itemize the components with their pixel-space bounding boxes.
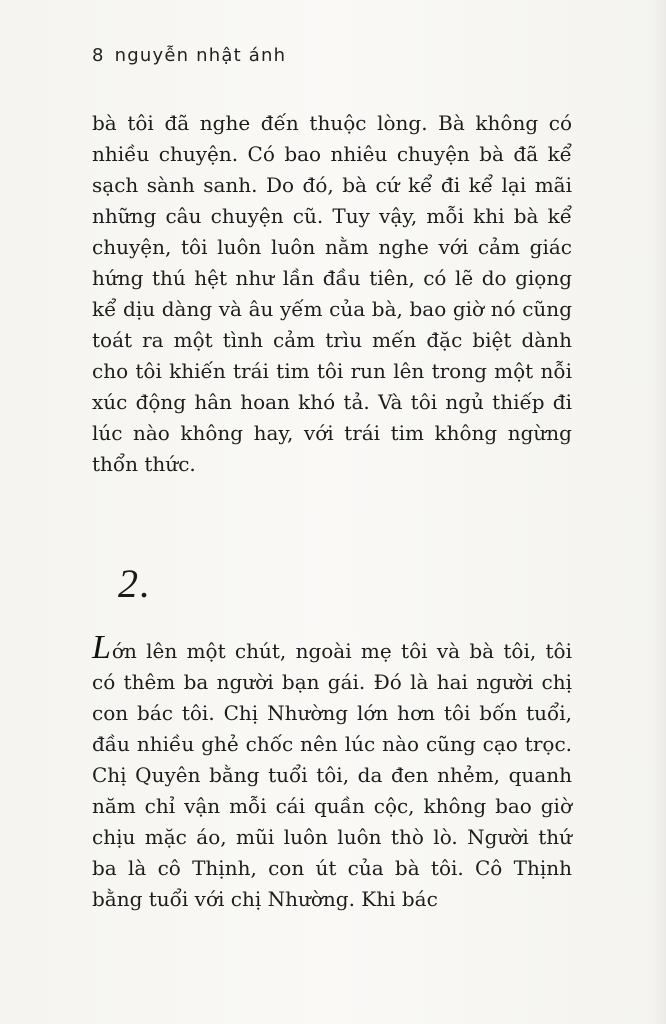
section-number: 2. — [118, 561, 152, 606]
page-edge-shadow — [652, 0, 666, 1024]
paragraph-2 — [92, 629, 572, 915]
paragraph-1: bà tôi đã nghe đến thuộc lòng. Bà không có nhiều chuyện. Có bao nhiêu chuyện bà đã kể sạch sành sanh. Do đó, bà cứ kể đi kể lại mãi những câu chuyện cũ. Tuy vậy, mỗi khi bà kể chuyện, tôi luôn luôn nằm nghe với cảm giác hứng thú hệt như lần đầu tiên, có lẽ do giọng kể dịu dàng và âu yếm của bà, bao giờ nó cũng toát ra một tình cảm trìu mến đặc biệt dành cho tôi khiến trái tim tôi run lên trong một nỗi xúc động hân hoan khó tả. Và tôi ngủ thiếp đi lúc nào không hay, với trái tim không ngừng thổn thức. — [92, 111, 572, 476]
decorative-initial: L — [92, 629, 111, 666]
page-number: 8 — [92, 45, 105, 66]
running-header — [92, 45, 286, 66]
author-name: nguyễn nhật ánh — [114, 45, 287, 66]
paragraph-2-text: ớn lên một chút, ngoài mẹ tôi và bà tôi, tôi có thêm ba người bạn gái. Đó là hai người chị con bác tôi. Chị Nhường lớn hơn tôi bốn tuổi, đầu nhiều ghẻ chốc nên lúc nào cũng cạo trọc. Chị Quyên bằng tuổi tôi, da đen nhẻm, quanh năm chỉ vận mỗi cái quần cộc, không bao giờ chịu mặc áo, mũi luôn luôn thò lò. Người thứ ba là cô Thịnh, con út của bà tôi. Cô Thịnh bằng tuổi với chị Nhường. Khi bác — [92, 639, 572, 911]
